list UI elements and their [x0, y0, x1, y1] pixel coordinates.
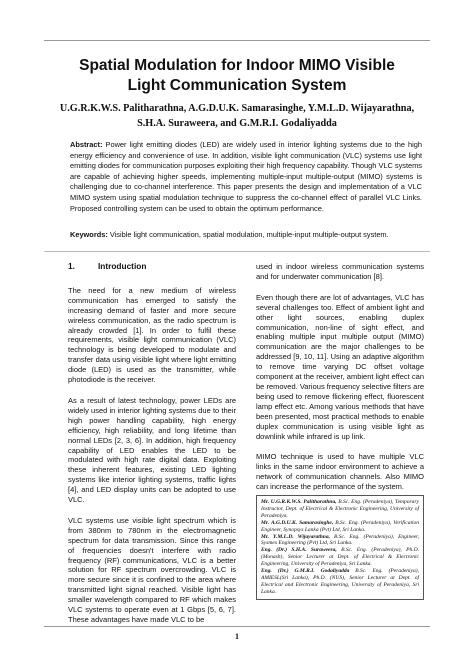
page-number: 1 — [235, 632, 239, 641]
affiliation-name: Mr. Y.M.L.D. Wijayarathna, — [261, 533, 330, 540]
keywords-label: Keywords: — [70, 230, 108, 239]
affiliation-item — [261, 520, 419, 534]
right-paragraph-1: used in indoor wireless communication systems and for underwater communication [8]. — [256, 262, 424, 281]
abstract-label: Abstract: — [70, 140, 103, 149]
right-paragraph-2: Even though there are lot of advantages, VLC has several challenges too. Effect of ambient light and other light sources, enabling duplex communication, non-line of sight effect, and enabling multiple input multiple output (MIMO) communication are the major challenges to be addressed [9, 10, 11]. Using an adaptive algorithm to remove time varying DC offset voltage component at the receiver, ambient light effect can be removed. Various frequency selective filters are being used to remove flickering effect, fluorescent lamp effect etc. Among various methods that have been presented, most practical methods to enable duplex communication is using visible light as downlink while infrared is up link. — [256, 292, 424, 441]
paper-title — [44, 56, 430, 96]
authors-line-2: S.H.A. Suraweera, and G.M.R.I. Godaliyadda — [137, 118, 337, 129]
left-paragraph-2: As a result of latest technology, power LEDs are widely used in interior lighting systems due to their high power handling capability, high energy efficiency, high reliability, and long lifetime than normal LEDs [2, 3, 6]. In addition, high frequency capability of LED enables the LED to be modulated with high rate digital data. Exploiting these inherent features, existing LED lighting systems like interior lighting systems, traffic lights [4], and LED display units can be adopted to use VLC. — [68, 395, 236, 505]
left-paragraph-3: VLC systems use visible light spectrum which is from 380nm to 780nm in the electromagnetic spectrum for data transmission. Since this range of frequencies doesn't interfere with radio frequency (RF) communications, VLC is a better solution for RF spectrum overcrowding. VLC is more secure since it is confined to the area where transmitted light signal reached. Visible light has smaller wavelength compared to RF which makes VLC systems to operate even at 1 Gbps [5, 6, 7]. These advantages have made VLC to be — [68, 515, 236, 624]
affiliation-text: B.Sc. Eng. (Peradeniya), Verification Engineer, Synopsys Lanka (Pvt) Ltd, Sri Lanka. — [261, 519, 420, 533]
right-column — [256, 262, 424, 600]
affiliation-text: B.Sc. Eng. (Peradeniya), Engineer, Sysmex Engineering (Pvt) Ltd, Sri Lanka. — [261, 533, 419, 547]
affiliation-text: B.Sc. Eng. (Peradeniya), Ph.D. (Monash), Senior Lecturer at Dept. of Electrical & Electronic Engineering, University of Peradeniya, Sri Lanka. — [261, 547, 419, 568]
left-paragraph-1: The need for a new medium of wireless communication has emerged to satisfy the increasing demand of faster and more secure wireless communication, as the radio spectrum is already crowded [1]. In order to fulfil these requirements, visible light communication (VLC) technology is being developed to modulate and transfer data using visible light where light emitting diode (LED) is used as the transmitter, while photodiode is the receiver. — [68, 285, 236, 385]
affiliation-text: B.Sc. Eng. (Peradeniya), Temporary Instructor, Dept. of Electrical & Electronic Engineering, University of Peradeniya. — [261, 499, 419, 519]
keywords — [70, 230, 422, 241]
affiliation-name: Eng. (Dr.) G.M.R.I. Godaliyadda — [261, 568, 350, 575]
affiliation-item — [261, 547, 419, 568]
section-heading — [68, 262, 236, 272]
abstract-text: Power light emitting diodes (LED) are widely used in interior lighting systems due to the high energy efficiency and convenience of use. In addition, visible light communication (VLC) systems use light emitting diodes for communication purposes exploiting their high frequency capability. Though VLC systems are capable of achieving higher speeds, implementing multiple-input multiple-output (MIMO) systems is challenging due to co-channel interference. This paper presents the design and implementation of a VLC MIMO system using spatial modulation technique to suppress the co-channel effect of parallel VLC Links. Proposed controlling system can be used to obtain the optimum performance. — [70, 140, 422, 213]
keywords-text: Visible light communication, spatial modulation, multiple-input multiple-output system. — [109, 230, 389, 239]
title-line-1: Spatial Modulation for Indoor MIMO Visible — [79, 57, 395, 74]
abstract — [70, 140, 422, 214]
right-paragraph-3: MIMO technique is used to have multiple VLC links in the same indoor environment to achieve a network of communication channels. Also MIMO can increase the performance of the system. — [256, 452, 424, 492]
affiliation-name: Mr. A.G.D.U.K. Samarasinghe, — [261, 519, 334, 526]
affiliation-text: B.Sc. Eng. (Peradeniya), AMIESL(Sri Lanka), Ph.D. (NUS), Senior Lecturer at Dept. of Electrical and Electronic Engineering, University of Peradeniya, Sri Lanka. — [261, 568, 419, 595]
bottom-rule — [44, 626, 430, 627]
top-rule — [44, 40, 430, 41]
left-column — [68, 262, 236, 636]
section-number: 1. — [68, 261, 75, 271]
section-title: Introduction — [98, 261, 147, 271]
title-line-2: Light Communication System — [127, 77, 347, 94]
affiliation-name: Eng. (Dr.) S.H.A. Suraweera, — [261, 547, 337, 554]
affiliation-name: Mr. U.G.R.K.W.S. Palitharathna, — [261, 499, 337, 506]
affiliation-item — [261, 499, 419, 520]
affiliation-item — [261, 568, 419, 596]
section-divider — [44, 251, 430, 252]
author-list — [50, 101, 424, 131]
affiliation-item — [261, 534, 419, 548]
affiliations-box — [256, 495, 424, 600]
authors-line-1: U.G.R.K.W.S. Palitharathna, A.G.D.U.K. Samarasinghe, Y.M.L.D. Wijayarathna, — [59, 103, 415, 114]
